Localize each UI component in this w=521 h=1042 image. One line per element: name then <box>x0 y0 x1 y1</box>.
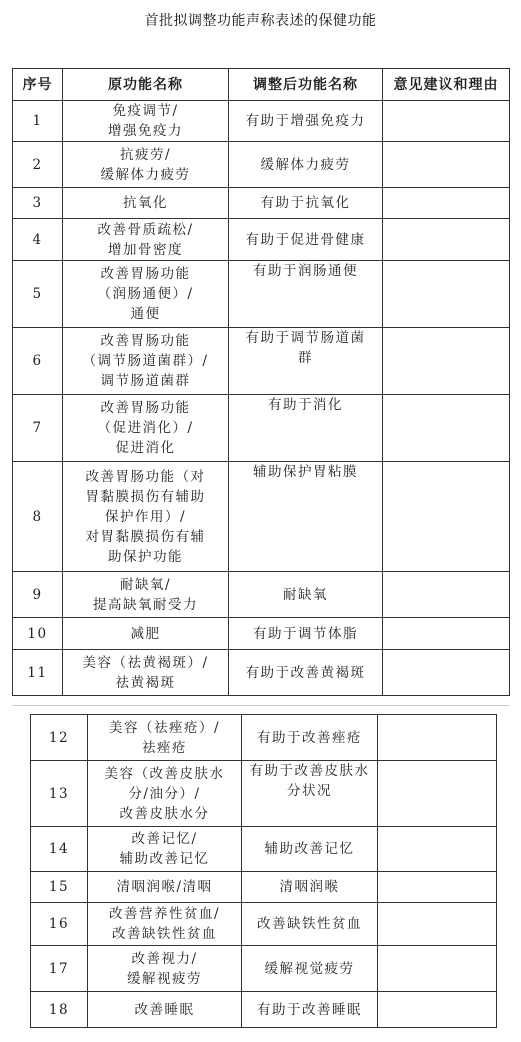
table-header-row <box>13 69 510 101</box>
original-function-name: 改善记忆/ 辅助改善记忆 <box>88 827 242 872</box>
adjusted-function-name: 有助于抗氧化 <box>229 188 383 219</box>
row-number: 15 <box>31 872 88 903</box>
original-function-name: 美容（祛黄褐斑）/ 祛黄褐斑 <box>63 650 229 696</box>
original-function-name: 改善营养性贫血/ 改善缺铁性贫血 <box>88 903 242 946</box>
row-number: 14 <box>31 827 88 872</box>
table-row <box>13 328 510 395</box>
header-seq: 序号 <box>13 69 63 101</box>
row-number: 13 <box>31 761 88 827</box>
adjusted-function-name: 缓解体力疲劳 <box>229 142 383 188</box>
original-function-name: 美容（祛痤疮）/ 祛痤疮 <box>88 715 242 761</box>
table-row <box>31 903 497 946</box>
adjusted-function-name: 有助于改善痤疮 <box>242 715 378 761</box>
adjusted-function-name: 清咽润喉 <box>242 872 378 903</box>
header-original-name: 原功能名称 <box>63 69 229 101</box>
original-function-name: 改善胃肠功能 （润肠通便）/ 通便 <box>63 261 229 328</box>
original-function-name: 清咽润喉/清咽 <box>88 872 242 903</box>
row-number: 2 <box>13 142 63 188</box>
comments-cell[interactable] <box>383 101 510 142</box>
comments-cell[interactable] <box>383 328 510 395</box>
row-number: 4 <box>13 219 63 261</box>
table-row <box>31 872 497 903</box>
adjusted-function-name: 辅助保护胃粘膜 <box>229 462 383 572</box>
adjusted-function-name: 缓解视觉疲劳 <box>242 946 378 992</box>
table-row <box>13 261 510 328</box>
adjusted-function-name: 有助于增强免疫力 <box>229 101 383 142</box>
comments-cell[interactable] <box>378 946 497 992</box>
table-row <box>31 827 497 872</box>
table-row <box>13 219 510 261</box>
row-number: 6 <box>13 328 63 395</box>
table-row <box>31 761 497 827</box>
adjusted-function-name: 有助于调节体脂 <box>229 618 383 650</box>
adjusted-function-name: 有助于改善睡眠 <box>242 992 378 1028</box>
header-comments: 意见建议和理由 <box>383 69 510 101</box>
table-row <box>31 715 497 761</box>
adjusted-function-name: 有助于润肠通便 <box>229 261 383 328</box>
table-row <box>31 946 497 992</box>
original-function-name: 改善骨质疏松/ 增加骨密度 <box>63 219 229 261</box>
row-number: 16 <box>31 903 88 946</box>
row-number: 12 <box>31 715 88 761</box>
row-number: 9 <box>13 572 63 618</box>
functions-table-part2 <box>30 714 497 1028</box>
row-number: 1 <box>13 101 63 142</box>
original-function-name: 改善睡眠 <box>88 992 242 1028</box>
comments-cell[interactable] <box>378 761 497 827</box>
original-function-name: 美容（改善皮肤水 分/油分）/ 改善皮肤水分 <box>88 761 242 827</box>
adjusted-function-name: 有助于改善黄褐斑 <box>229 650 383 696</box>
table-row <box>13 101 510 142</box>
adjusted-function-name: 有助于改善皮肤水 分状况 <box>242 761 378 827</box>
comments-cell[interactable] <box>383 395 510 462</box>
table-row <box>13 142 510 188</box>
row-number: 5 <box>13 261 63 328</box>
table-row <box>31 992 497 1028</box>
comments-cell[interactable] <box>383 618 510 650</box>
original-function-name: 减肥 <box>63 618 229 650</box>
page-title: 首批拟调整功能声称表述的保健功能 <box>144 13 377 29</box>
original-function-name: 改善胃肠功能 （促进消化）/ 促进消化 <box>63 395 229 462</box>
comments-cell[interactable] <box>378 903 497 946</box>
adjusted-function-name: 有助于消化 <box>229 395 383 462</box>
comments-cell[interactable] <box>383 572 510 618</box>
adjusted-function-name: 有助于调节肠道菌 群 <box>229 328 383 395</box>
original-function-name: 耐缺氧/ 提高缺氧耐受力 <box>63 572 229 618</box>
comments-cell[interactable] <box>383 462 510 572</box>
comments-cell[interactable] <box>383 219 510 261</box>
original-function-name: 抗氧化 <box>63 188 229 219</box>
original-function-name: 改善胃肠功能（对 胃黏膜损伤有辅助 保护作用）/ 对胃黏膜损伤有辅 助保护功能 <box>63 462 229 572</box>
row-number: 17 <box>31 946 88 992</box>
adjusted-function-name: 有助于促进骨健康 <box>229 219 383 261</box>
functions-table-part1 <box>12 68 510 696</box>
row-number: 8 <box>13 462 63 572</box>
row-number: 10 <box>13 618 63 650</box>
table-row <box>13 395 510 462</box>
table-row <box>13 188 510 219</box>
comments-cell[interactable] <box>383 188 510 219</box>
header-adjusted-name: 调整后功能名称 <box>229 69 383 101</box>
adjusted-function-name: 辅助改善记忆 <box>242 827 378 872</box>
original-function-name: 免疫调节/ 增强免疫力 <box>63 101 229 142</box>
original-function-name: 抗疲劳/ 缓解体力疲劳 <box>63 142 229 188</box>
adjusted-function-name: 改善缺铁性贫血 <box>242 903 378 946</box>
table-row <box>13 618 510 650</box>
comments-cell[interactable] <box>378 992 497 1028</box>
adjusted-function-name: 耐缺氧 <box>229 572 383 618</box>
page-divider <box>12 705 509 707</box>
comments-cell[interactable] <box>378 715 497 761</box>
table-row <box>13 462 510 572</box>
original-function-name: 改善胃肠功能 （调节肠道菌群）/ 调节肠道菌群 <box>63 328 229 395</box>
comments-cell[interactable] <box>383 142 510 188</box>
row-number: 3 <box>13 188 63 219</box>
original-function-name: 改善视力/ 缓解视疲劳 <box>88 946 242 992</box>
table-row <box>13 572 510 618</box>
comments-cell[interactable] <box>383 261 510 328</box>
comments-cell[interactable] <box>378 872 497 903</box>
row-number: 18 <box>31 992 88 1028</box>
comments-cell[interactable] <box>378 827 497 872</box>
row-number: 11 <box>13 650 63 696</box>
table-row <box>13 650 510 696</box>
row-number: 7 <box>13 395 63 462</box>
comments-cell[interactable] <box>383 650 510 696</box>
